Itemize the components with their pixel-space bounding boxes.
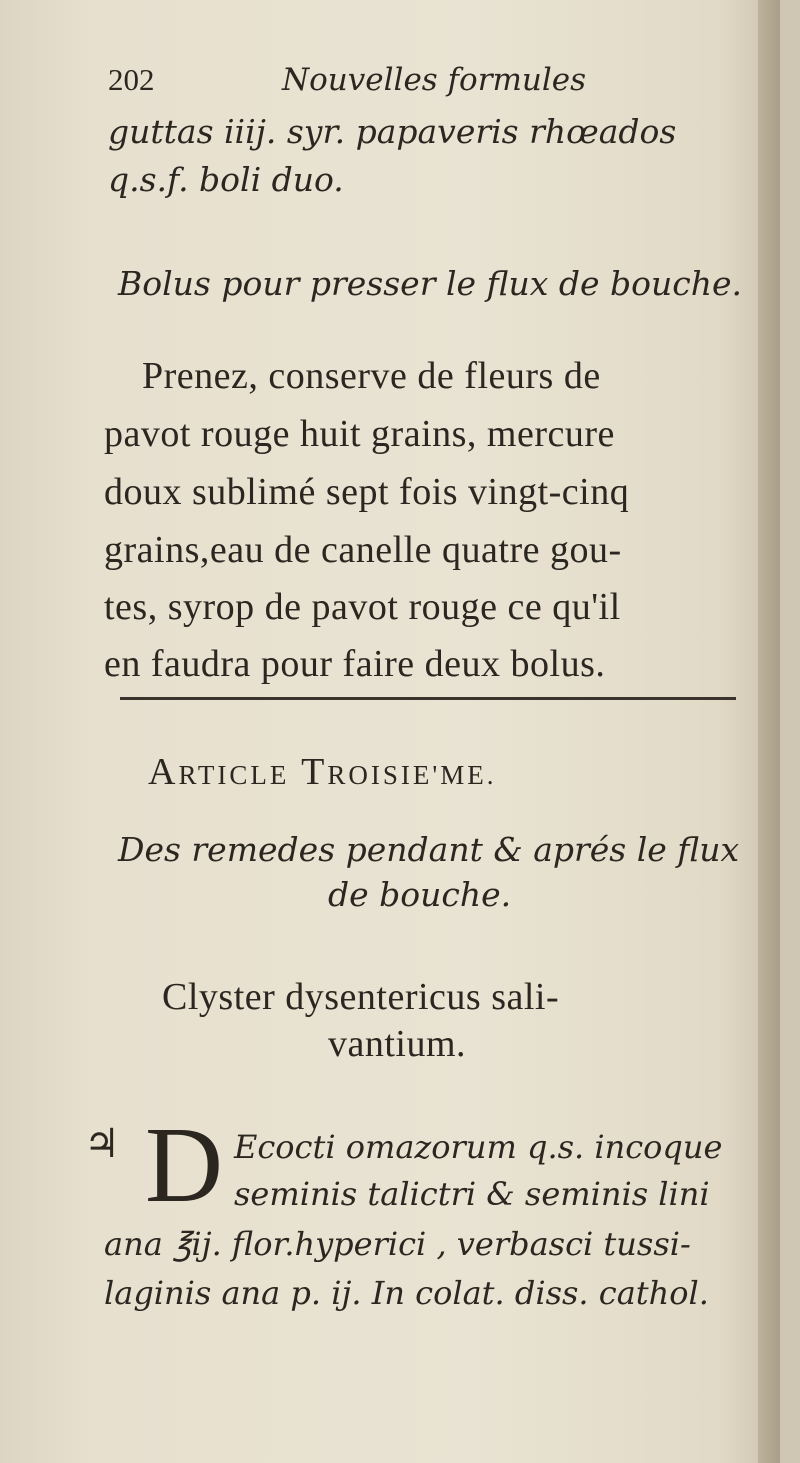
page-edge — [758, 0, 780, 1463]
body-line: doux sublimé sept fois vingt-cinq — [104, 471, 630, 513]
recipe-line: Ecocti omazorum q.s. incoque — [234, 1128, 723, 1166]
article-cap: T — [301, 751, 328, 793]
body-line: tes, syrop de pavot rouge ce qu'il — [104, 586, 621, 628]
recipe-line: ana ℥ij. flor.hyperici , verbasci tussi- — [104, 1225, 691, 1263]
recipe-line: seminis talictri & seminis lini — [234, 1175, 710, 1213]
subtitle-line: de bouche. — [328, 875, 512, 914]
subtitle-line: Des remedes pendant & aprés le flux — [118, 830, 740, 869]
article-heading — [148, 750, 497, 794]
article-small-caps: ROISIE'ME. — [327, 760, 497, 790]
running-title: Nouvelles formules — [282, 62, 587, 98]
page-number: 202 — [108, 62, 155, 97]
recipe-line: laginis ana p. ij. In colat. diss. cathol. — [104, 1274, 709, 1312]
article-small-caps: RTICLE — [178, 760, 290, 790]
drop-cap: D — [145, 1106, 223, 1225]
body-line: grains,eau de canelle quatre gou- — [104, 529, 622, 571]
article-cap: A — [148, 751, 179, 793]
recipe-end-line: guttas iiij. syr. papaveris rhœados — [108, 112, 677, 151]
body-line: Prenez, conserve de fleurs de — [142, 355, 601, 397]
body-line: pavot rouge huit grains, mercure — [104, 413, 615, 455]
horizontal-rule — [120, 697, 736, 700]
body-line: en faudra pour faire deux bolus. — [104, 643, 606, 685]
section-title: Bolus pour presser le flux de bouche. — [118, 264, 743, 303]
clyster-title: Clyster dysentericus sali- — [162, 976, 560, 1018]
recipe-end-line: q.s.f. boli duo. — [108, 160, 344, 199]
clyster-title: vantium. — [328, 1023, 467, 1065]
recipe-symbol: ♃ — [84, 1121, 120, 1166]
